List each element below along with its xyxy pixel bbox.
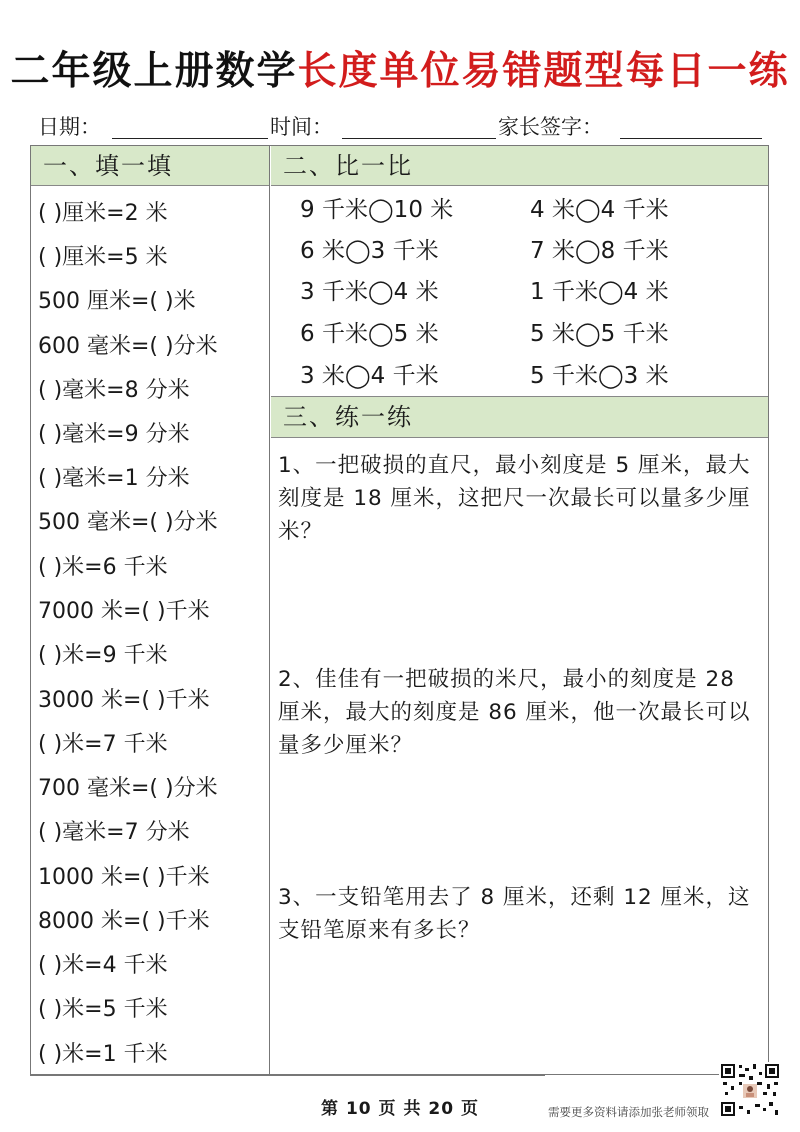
- fill-item[interactable]: ( )毫米=7 分米: [38, 820, 190, 845]
- time-blank[interactable]: [342, 138, 496, 139]
- fill-item[interactable]: 7000 米=( )千米: [38, 599, 210, 624]
- column-divider: [269, 145, 270, 1075]
- fill-item[interactable]: 8000 米=( )千米: [38, 909, 210, 934]
- fill-item[interactable]: ( )米=6 千米: [38, 555, 168, 580]
- parent-signature-blank[interactable]: [620, 138, 762, 139]
- fill-item[interactable]: ( )厘米=2 米: [38, 201, 168, 226]
- fill-item[interactable]: 500 厘米=( )米: [38, 289, 196, 314]
- fill-item[interactable]: ( )米=9 千米: [38, 643, 168, 668]
- info-row: [38, 112, 768, 146]
- worksheet-title: [0, 40, 800, 104]
- word-problem-2: 2、佳佳有一把破损的米尺，最小的刻度是 28 厘米，最大的刻度是 86 厘米，他一次最长可以量多少厘米？: [278, 667, 751, 758]
- fill-item[interactable]: ( )米=1 千米: [38, 1042, 168, 1067]
- section-compare-heading: 二、比一比: [271, 146, 768, 186]
- compare-item[interactable]: 9 千米◯10 米: [300, 197, 454, 223]
- date-blank[interactable]: [112, 138, 268, 139]
- fill-item[interactable]: ( )毫米=9 分米: [38, 422, 190, 447]
- fill-item[interactable]: ( )米=7 千米: [38, 732, 168, 757]
- compare-item[interactable]: 5 米◯5 千米: [530, 321, 669, 347]
- section-fill-heading: 一、填一填: [31, 146, 269, 186]
- compare-item[interactable]: 1 千米◯4 米: [530, 279, 669, 305]
- fill-item[interactable]: ( )米=4 千米: [38, 953, 168, 978]
- title-topic: 长度单位易错题型每日一练: [297, 49, 790, 94]
- fill-item[interactable]: 600 毫米=( )分米: [38, 334, 218, 359]
- fill-item[interactable]: ( )毫米=8 分米: [38, 378, 190, 403]
- contact-note: 需要更多资料请添加张老师领取: [548, 1105, 709, 1119]
- fill-item[interactable]: 3000 米=( )千米: [38, 688, 210, 713]
- footer-rule: [30, 1075, 545, 1076]
- fill-item[interactable]: ( )米=5 千米: [38, 997, 168, 1022]
- title-grade: 二年级上册数学: [10, 49, 298, 94]
- compare-item[interactable]: 3 千米◯4 米: [300, 279, 439, 305]
- qr-code-icon: [719, 1062, 781, 1118]
- fill-item[interactable]: 500 毫米=( )分米: [38, 510, 218, 535]
- word-problem-1: 1、一把破损的直尺，最小刻度是 5 厘米，最大刻度是 18 厘米，这把尺一次最长可以量多少厘米？: [278, 453, 751, 544]
- compare-item[interactable]: 5 千米◯3 米: [530, 363, 669, 389]
- fill-item[interactable]: 700 毫米=( )分米: [38, 776, 218, 801]
- compare-item[interactable]: 6 米◯3 千米: [300, 238, 439, 264]
- fill-item[interactable]: ( )毫米=1 分米: [38, 466, 190, 491]
- section-practice-heading: 三、练一练: [271, 396, 768, 438]
- time-label: 时间：: [270, 115, 333, 139]
- word-problem-3: 3、一支铅笔用去了 8 厘米，还剩 12 厘米，这支铅笔原来有多长？: [278, 885, 751, 943]
- fill-item[interactable]: 1000 米=( )千米: [38, 865, 210, 890]
- compare-item[interactable]: 6 千米◯5 米: [300, 321, 439, 347]
- parent-signature-label: 家长签字：: [498, 115, 603, 139]
- date-label: 日期：: [38, 115, 101, 139]
- fill-item[interactable]: ( )厘米=5 米: [38, 245, 168, 270]
- compare-item[interactable]: 4 米◯4 千米: [530, 197, 669, 223]
- page-number: 第 10 页 共 20 页: [321, 1099, 479, 1119]
- compare-item[interactable]: 7 米◯8 千米: [530, 238, 669, 264]
- compare-item[interactable]: 3 米◯4 千米: [300, 363, 439, 389]
